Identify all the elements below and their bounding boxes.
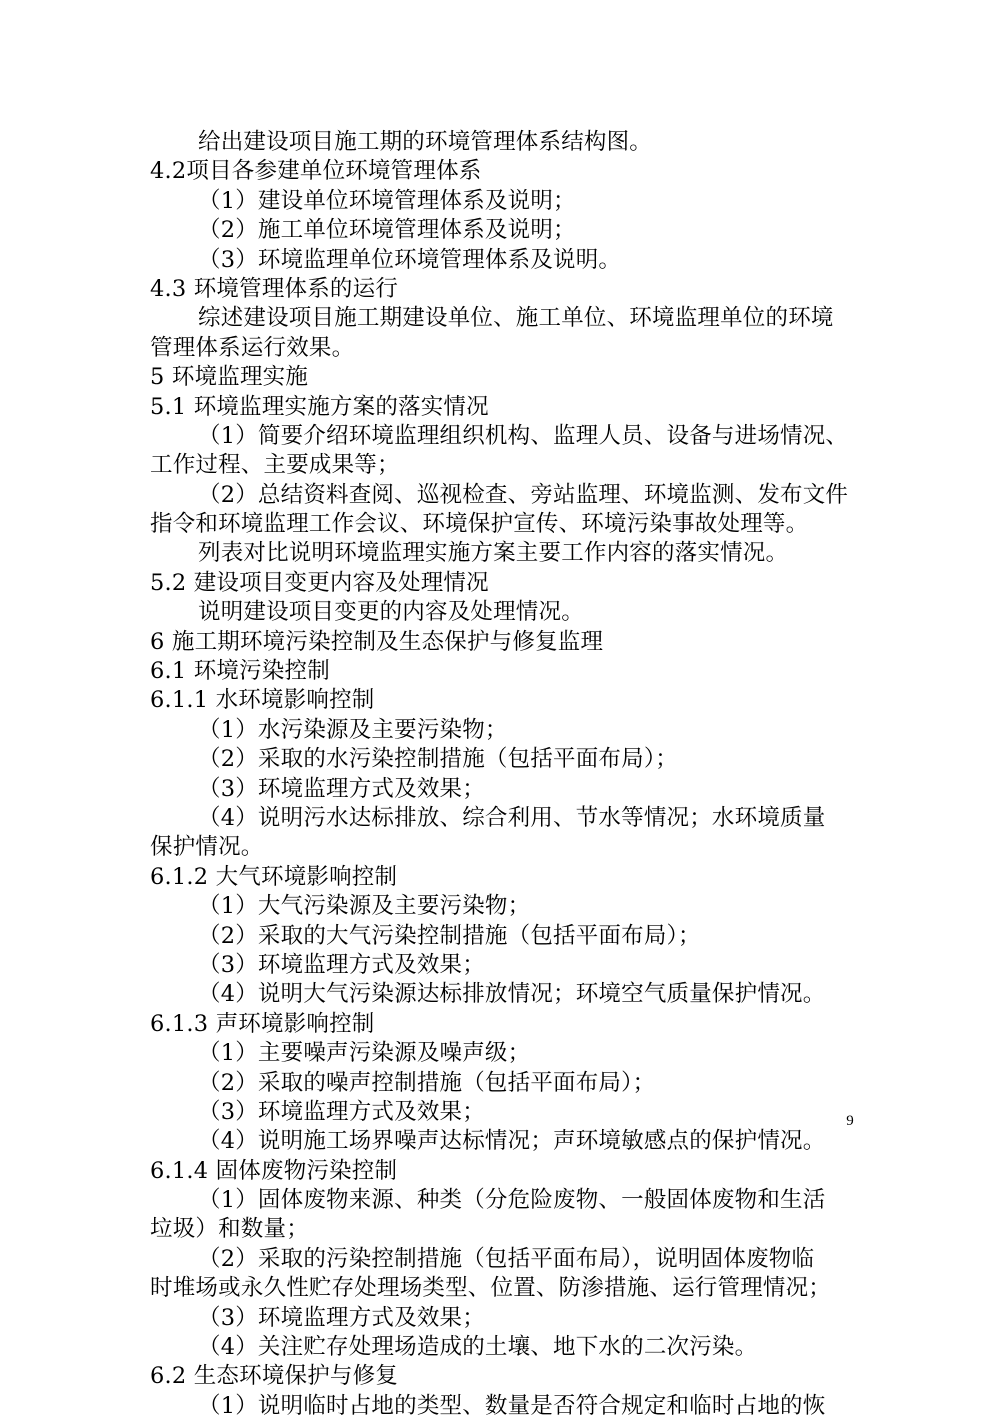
section-heading: 5 环境监理实施 <box>150 364 309 391</box>
text-line: （3）环境监理方式及效果； <box>198 1304 485 1331</box>
text-line: （2）采取的污染控制措施（包括平面布局），说明固体废物临 <box>198 1245 815 1272</box>
text-line: 管理体系运行效果。 <box>150 334 355 361</box>
text-line: （3）环境监理方式及效果； <box>198 1098 485 1125</box>
text-line: （2）采取的大气污染控制措施（包括平面布局）； <box>198 922 701 949</box>
document-body <box>150 128 870 1421</box>
text-line: 保护情况。 <box>150 834 264 861</box>
page-number: 9 <box>846 1113 854 1129</box>
text-line: 说明建设项目变更的内容及处理情况。 <box>198 599 584 626</box>
text-line: （3）环境监理方式及效果； <box>198 775 485 802</box>
text-line: （3）环境监理方式及效果； <box>198 951 485 978</box>
text-line: （1）水污染源及主要污染物； <box>198 716 508 743</box>
text-line: （1）简要介绍环境监理组织机构、监理人员、设备与进场情况、 <box>198 422 849 449</box>
text-line: （4）说明大气污染源达标排放情况；环境空气质量保护情况。 <box>198 981 826 1008</box>
text-line: 工作过程、主要成果等； <box>150 452 400 479</box>
text-line: 综述建设项目施工期建设单位、施工单位、环境监理单位的环境 <box>198 305 834 332</box>
text-line: 垃圾）和数量； <box>150 1216 309 1243</box>
text-line: （2）采取的噪声控制措施（包括平面布局）； <box>198 1069 656 1096</box>
text-line: （1）固体废物来源、种类（分危险废物、一般固体废物和生活 <box>198 1187 826 1214</box>
text-line: （4）关注贮存处理场造成的土壤、地下水的二次污染。 <box>198 1334 758 1361</box>
section-heading: 4.3 环境管理体系的运行 <box>150 275 399 302</box>
section-heading: 5.2 建设项目变更内容及处理情况 <box>150 569 489 596</box>
text-line: （1）主要噪声污染源及噪声级； <box>198 1040 531 1067</box>
text-line: 时堆场或永久性贮存处理场类型、位置、防渗措施、运行管理情况； <box>150 1275 832 1302</box>
text-line: （4）说明污水达标排放、综合利用、节水等情况；水环境质量 <box>198 804 826 831</box>
text-line: （1）大气污染源及主要污染物； <box>198 893 531 920</box>
section-heading: 6.1.3 声环境影响控制 <box>150 1010 375 1037</box>
section-heading: 6.1.4 固体废物污染控制 <box>150 1157 398 1184</box>
section-heading: 6 施工期环境污染控制及生态保护与修复监理 <box>150 628 604 655</box>
text-line: （4）说明施工场界噪声达标情况；声环境敏感点的保护情况。 <box>198 1128 826 1155</box>
section-heading: 6.1.1 水环境影响控制 <box>150 687 375 714</box>
text-line: （2）施工单位环境管理体系及说明； <box>198 217 576 244</box>
text-line: （2）采取的水污染控制措施（包括平面布局）； <box>198 746 678 773</box>
section-heading: 6.1 环境污染控制 <box>150 658 330 685</box>
section-heading: 6.2 生态环境保护与修复 <box>150 1363 399 1390</box>
section-heading: 4.2项目各参建单位环境管理体系 <box>150 158 482 185</box>
section-heading: 6.1.2 大气环境影响控制 <box>150 863 398 890</box>
text-line: 列表对比说明环境监理实施方案主要工作内容的落实情况。 <box>198 540 789 567</box>
section-heading: 5.1 环境监理实施方案的落实情况 <box>150 393 489 420</box>
text-line: 给出建设项目施工期的环境管理体系结构图。 <box>198 129 653 155</box>
text-line: （3）环境监理单位环境管理体系及说明。 <box>198 246 622 273</box>
text-line: （2）总结资料查阅、巡视检查、旁站监理、环境监测、发布文件 <box>198 481 849 508</box>
text-line: 指令和环境监理工作会议、环境保护宣传、环境污染事故处理等。 <box>150 511 809 538</box>
text-line: （1）建设单位环境管理体系及说明； <box>198 187 576 214</box>
text-line: （1）说明临时占地的类型、数量是否符合规定和临时占地的恢 <box>198 1392 826 1419</box>
